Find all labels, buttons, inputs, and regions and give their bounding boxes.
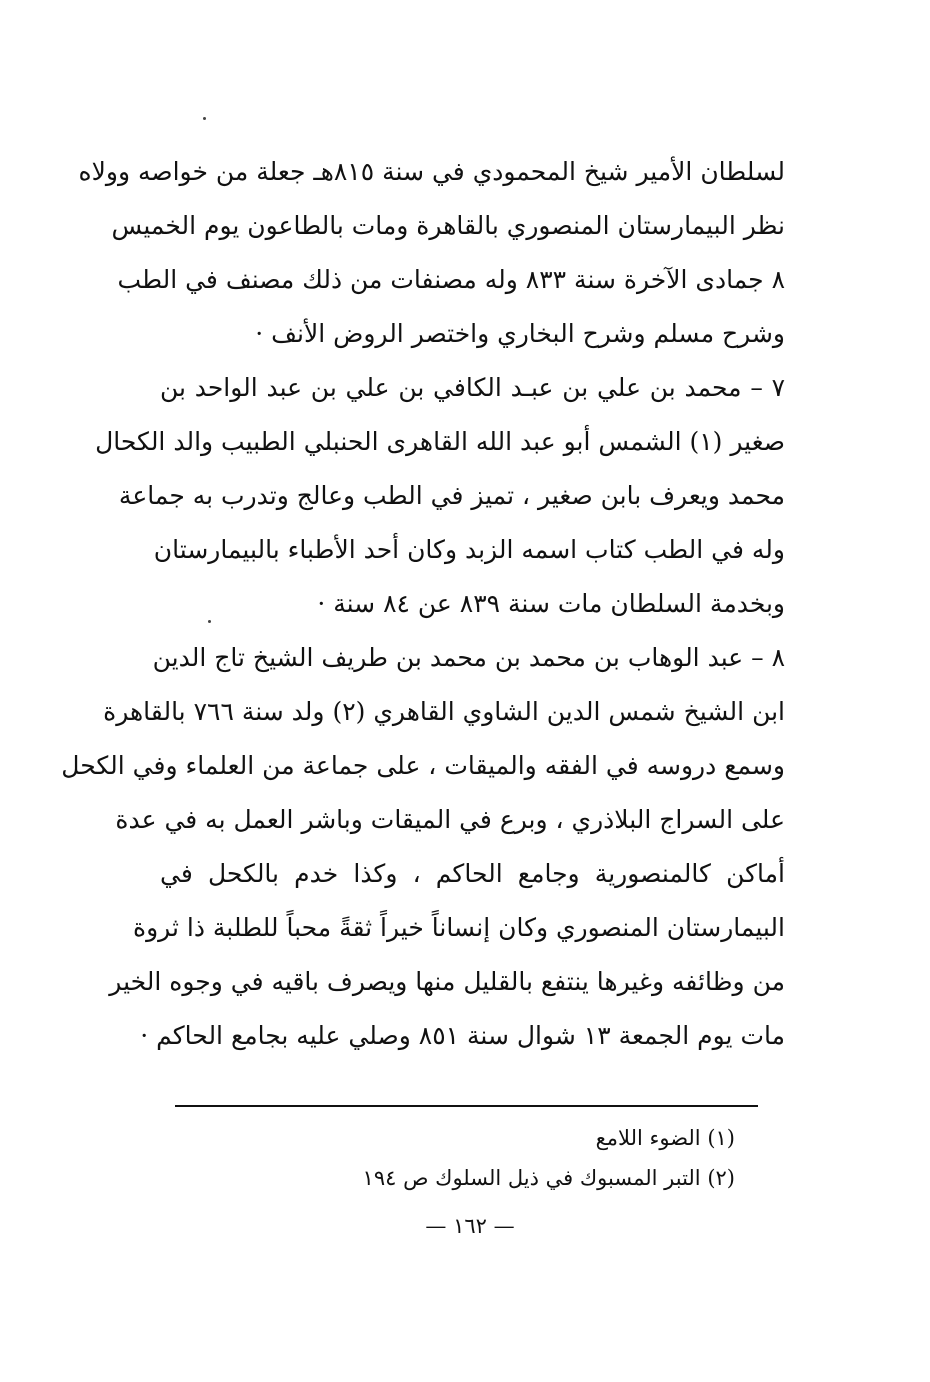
- footnote-divider: [175, 1105, 758, 1107]
- entry-heading-line: ٧ – محمد بن علي بن عبـد الكافي بن علي بن عبد الواحد بن: [160, 373, 785, 402]
- page-number: — ١٦٢ —: [425, 1214, 515, 1238]
- text-line: مات يوم الجمعة ١٣ شوال سنة ٨٥١ وصلي عليه بجامع الحاكم ·: [140, 1021, 785, 1050]
- scan-speck: [203, 117, 206, 120]
- entry-heading-line: ٨ – عبد الوهاب بن محمد بن محمد بن طريف الشيخ تاج الدين: [152, 643, 785, 672]
- text-line: من وظائفه وغيرها ينتفع بالقليل منها ويصرف باقيه في وجوه الخير: [109, 967, 785, 996]
- footnotes: [175, 1118, 735, 1198]
- text-line: على السراج البلاذري ، وبرع في الميقات وباشر العمل به في عدة: [115, 805, 785, 834]
- text-line: لسلطان الأمير شيخ المحمودي في سنة ٨١٥هـ جعلة من خواصه وولاه: [78, 157, 785, 186]
- text-line: نظر البيمارستان المنصوري بالقاهرة ومات بالطاعون يوم الخميس: [111, 211, 785, 240]
- footnote-2: (٢) التبر المسبوك في ذيل السلوك ص ١٩٤: [362, 1166, 735, 1190]
- main-text-block: [61, 145, 785, 1063]
- text-line: وله في الطب كتاب اسمه الزبد وكان أحد الأطباء بالبيمارستان: [153, 535, 785, 564]
- text-line: ابن الشيخ شمس الدين الشاوي القاهري (٢) ولد سنة ٧٦٦ بالقاهرة: [103, 697, 785, 726]
- text-line: ٨ جمادى الآخرة سنة ٨٣٣ وله مصنفات من ذلك مصنف في الطب: [117, 265, 785, 294]
- text-line: وشرح مسلم وشرح البخاري واختصر الروض الأنف ·: [255, 319, 785, 348]
- text-line: صغير (١) الشمس أبو عبد الله القاهرى الحنبلي الطبيب والد الكحال: [95, 427, 785, 456]
- footnote-1: (١) الضوء اللامع: [595, 1126, 735, 1150]
- text-line: محمد ويعرف بابن صغير ، تميز في الطب وعالج وتدرب به جماعة: [118, 481, 785, 510]
- text-line: وبخدمة السلطان مات سنة ٨٣٩ عن ٨٤ سنة ·: [317, 589, 785, 618]
- text-line: أماكن كالمنصورية وجامع الحاكم ، وكذا خدم بالكحل في: [160, 859, 785, 888]
- text-line: وسمع دروسه في الفقه والميقات ، على جماعة من العلماء وفي الكحل: [61, 751, 785, 780]
- text-line: البيمارستان المنصوري وكان إنساناً خيراً ثقةً محباً للطلبة ذا ثروة: [133, 913, 785, 942]
